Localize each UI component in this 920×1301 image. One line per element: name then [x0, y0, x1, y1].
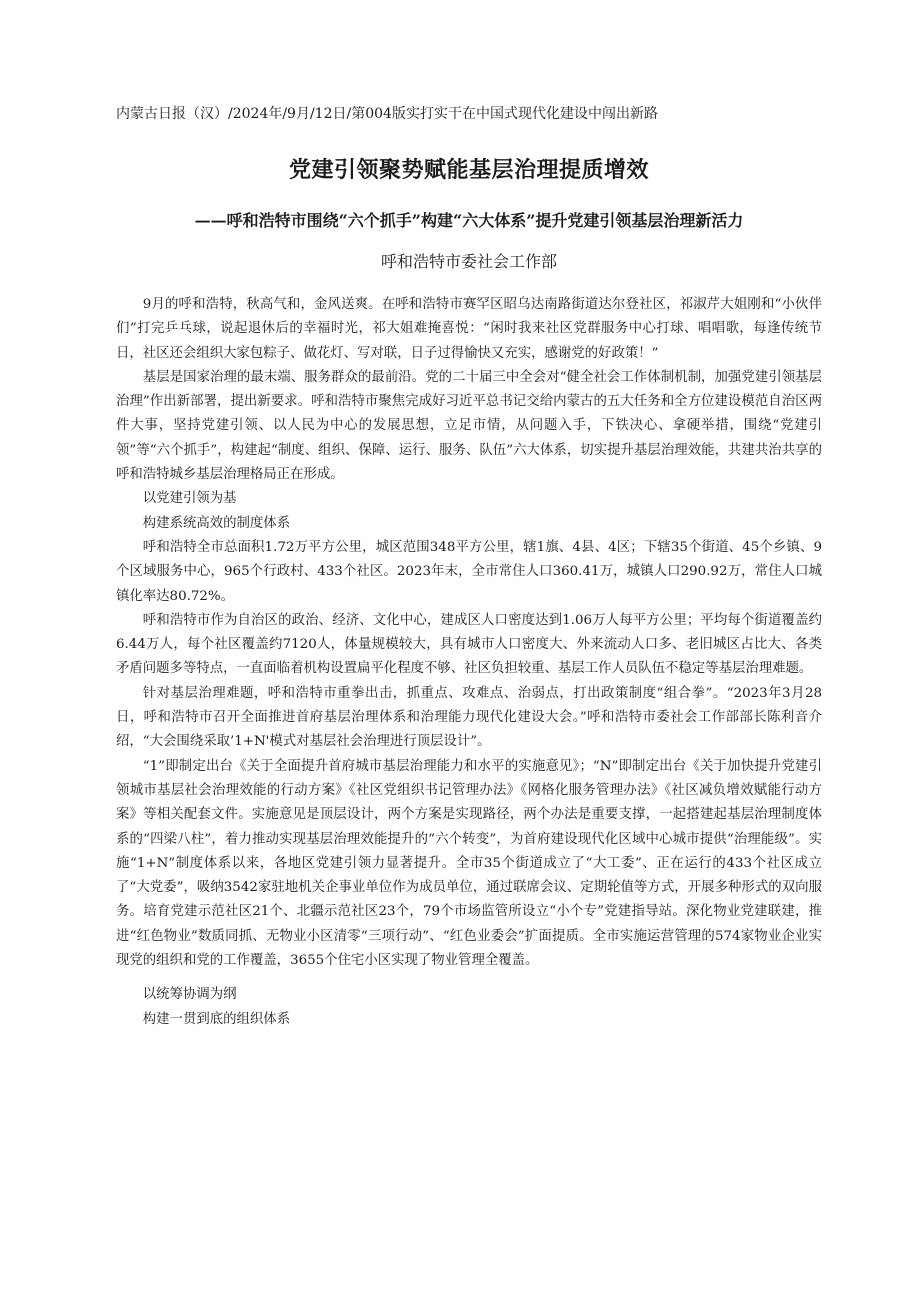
paragraph-city-stats: 呼和浩特全市总面积1.72万平方公里，城区范围348平方公里，辖1旗、4县、4区；下辖35个街道、45个乡镇、9个区域服务中心，965个行政村、433个社区。2023年末，全市常住人口360.41万，城镇人口290.92万，常住人口城镇化率达80.72%。: [116, 539, 822, 604]
paragraph-1n-system: “1”即制定出台《关于全面提升首府城市基层治理能力和水平的实施意见》；“N”即制定出台《关于加快提升党建引领城市基层社会治理效能的行动方案》《社区党组织书记管理办法》《网格化服务管理办法》《社区减负增效赋能行动方案》等相关配套文件。实施意见是顶层设计，两个方案是实现路径，两个办法是重要支撑，一起搭建起基层治理制度体系的“四梁八柱”，着力推动实现基层治理效能提升的“六个转变”，为首府建设现代化区域中心城市提供“治理能级”。实施“1+N”制度体系以来，各地区党建引领力显著提升。全市35个街道成立了“大工委”、正在运行的433个社区成立了“大党委”，吸纳3542家驻地机关企事业单位作为成员单位，通过联席会议、定期轮值等方式，开展多种形式的双向服务。培育党建示范社区21个、北疆示范社区23个，79个市场监管所设立“小个专”党建指导站。深化物业党建联建，推进“红色物业”数质同抓、无物业小区清零“三项行动”、“红色业委会”扩面提质。全市实施运营管理的574家物业企业实现党的组织和党的工作覆盖，3655个住宅小区实现了物业管理全覆盖。: [116, 758, 822, 969]
paragraph-challenges: 呼和浩特市作为自治区的政治、经济、文化中心，建成区人口密度达到1.06万人每平方公里；平均每个街道覆盖约6.44万人，每个社区覆盖约7120人，体量规模较大，具有城市人口密度大、外来流动人口多、老旧城区占比大、各类矛盾问题多等特点，一直面临着机构设置扁平化程度不够、社区负担较重、基层工作人员队伍不稳定等基层治理难题。: [116, 612, 822, 677]
paragraph-background: 基层是国家治理的最末端、服务群众的最前沿。党的二十届三中全会对“健全社会工作体制机制，加强党建引领基层治理”作出新部署，提出新要求。呼和浩特市聚焦完成好习近平总书记交给内蒙古的五大任务和全方位建设模范自治区两件大事，坚持党建引领、以人民为中心的发展思想，立足市情，从问题入手，下铁决心、拿硬举措，围绕“党建引领”等“六个抓手”，构建起“制度、组织、保障、运行、服务、队伍”六大体系，切实提升基层治理效能，共建共治共享的呼和浩特城乡基层治理格局正在形成。: [116, 369, 822, 483]
section-heading-1: 以党建引领为基: [142, 491, 237, 507]
section-subheading-2: 构建一贯到底的组织体系: [142, 1011, 291, 1027]
paragraph-intro: 9月的呼和浩特，秋高气和，金风送爽。在呼和浩特市赛罕区昭乌达南路街道达尔登社区，祁淑芹大姐刚和“小伙伴们”打完乒乓球，说起退休后的幸福时光，祁大姐难掩喜悦：“闲时我来社区党群服务中心打球、唱唱歌，每逢传统节日，社区还会组织大家包粽子、做花灯、写对联，日子过得愉快又充实，感谢党的好政策！”: [116, 297, 822, 361]
article-author: 呼和浩特市委社会工作部: [380, 252, 557, 271]
section-heading-2: 以统筹协调为纲: [142, 987, 237, 1003]
paragraph-policy: 针对基层治理难题，呼和浩特市重拳出击，抓重点、攻难点、治弱点，打出政策制度“组合拳”。“2023年3月28日，呼和浩特市召开全面推进首府基层治理体系和治理能力现代化建设大会。”呼和浩特市委社会工作部部长陈利音介绍，“大会围绕采取’1+N'模式对基层社会治理进行顶层设计”。: [116, 685, 822, 750]
article-body: [116, 293, 822, 1032]
source-line: 内蒙古日报（汉）/2024年/9月/12日/第004版实打实干在中国式现代化建设中闯出新路: [116, 106, 658, 122]
article-title: 党建引领聚势赋能基层治理提质增效: [288, 157, 649, 183]
document-page: [116, 100, 822, 1032]
article-subtitle: ——呼和浩特市围绕“六个抓手”构建“六大体系”提升党建引领基层治理新活力: [194, 211, 744, 230]
section-subheading-1: 构建系统高效的制度体系: [142, 515, 291, 531]
